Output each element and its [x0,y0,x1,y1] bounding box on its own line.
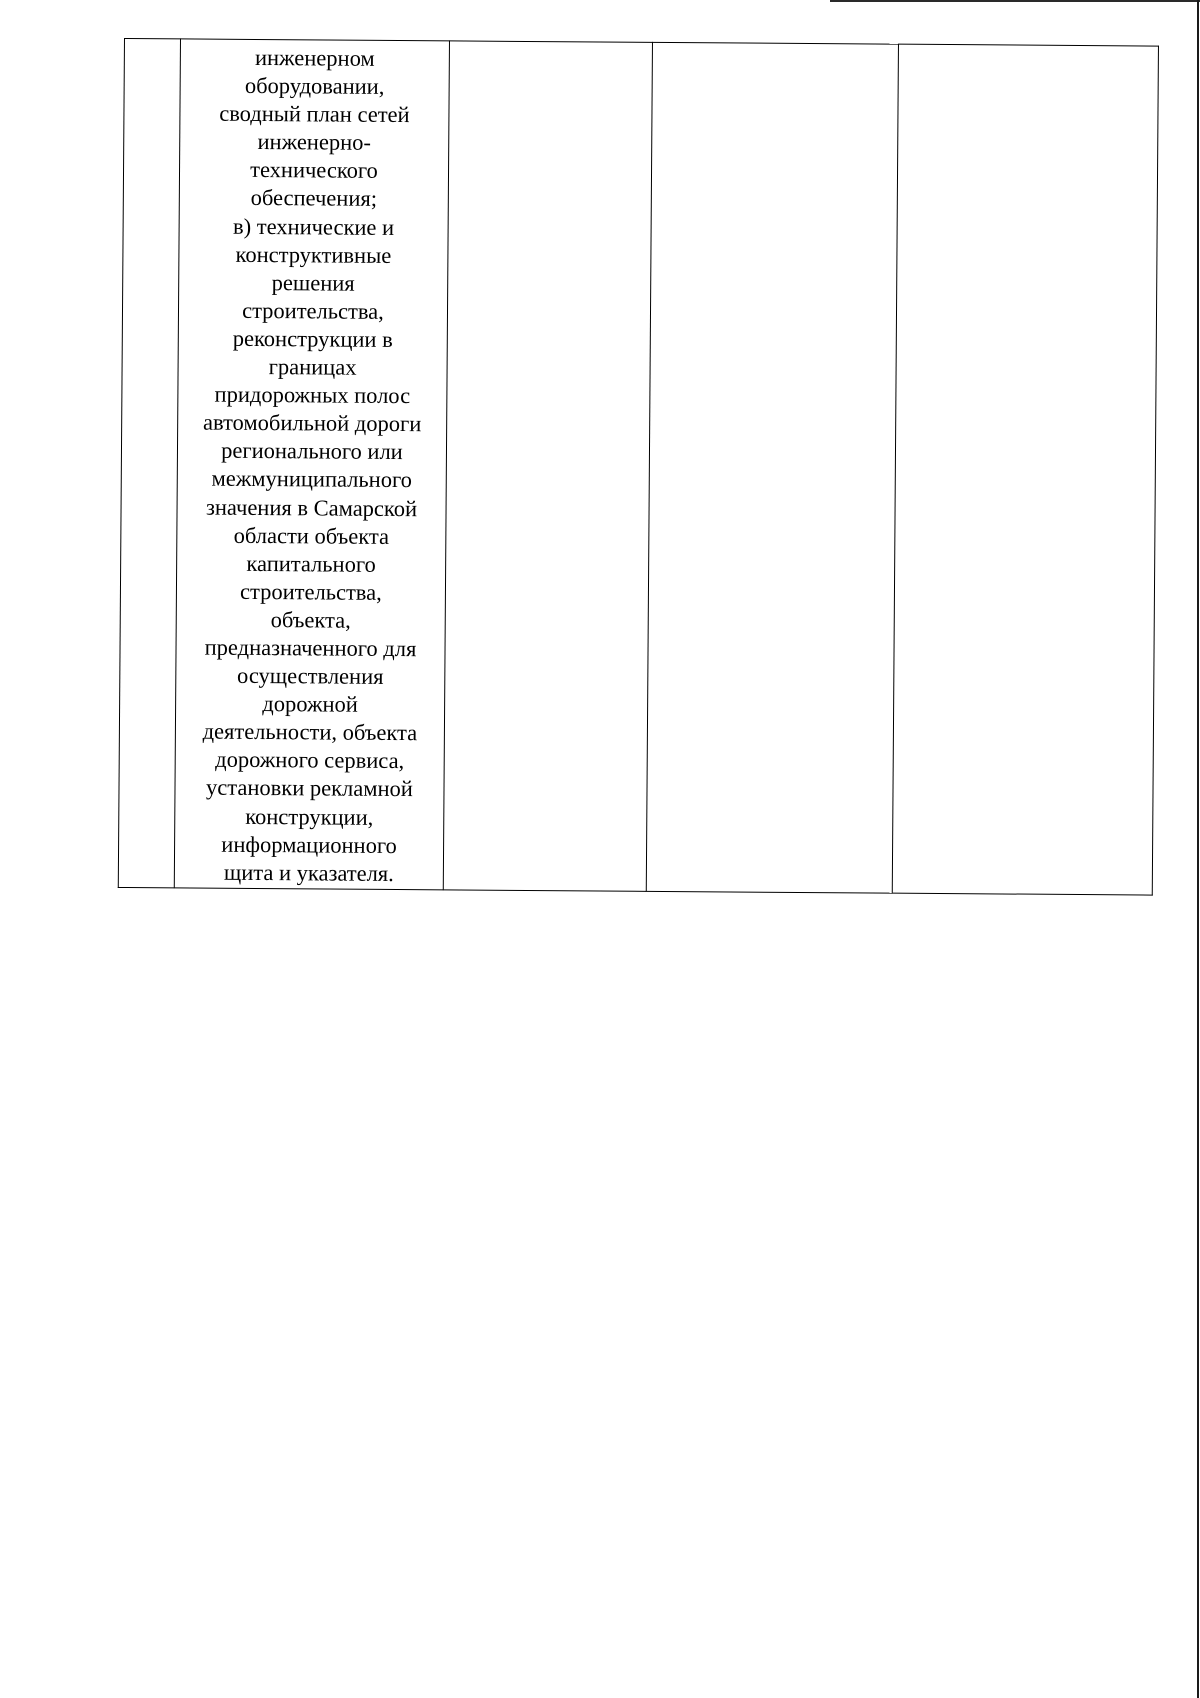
empty-cell-5 [892,44,1158,895]
number-cell-text [125,39,180,43]
empty-cell-4 [646,42,898,893]
cell-3-text [450,41,652,46]
scan-edge-right [1197,0,1199,1698]
number-cell [118,39,180,888]
empty-cell-3 [443,41,652,891]
document-table [118,38,1159,896]
description-cell-text: инженерном оборудовании, сводный план сетей инженерно- технического обеспечения; в) технические и конструктивные решения строительства, реконструкции в границах придорожных полос автомобильной дороги регионального или межмуниципального значения в Самарской области объекта капитального строительства, объекта, предназначенного для осуществления дорожной деятельности, объекта дорожного сервиса, установки рекламной конструкции, информационного щита и указателя. [202,44,422,886]
description-cell [174,39,449,890]
cell-4-text [653,43,898,49]
scan-edge-top [830,0,1200,2]
table-continuation [118,38,1159,896]
cell-5-text [899,45,1158,51]
table-row [118,39,1158,896]
